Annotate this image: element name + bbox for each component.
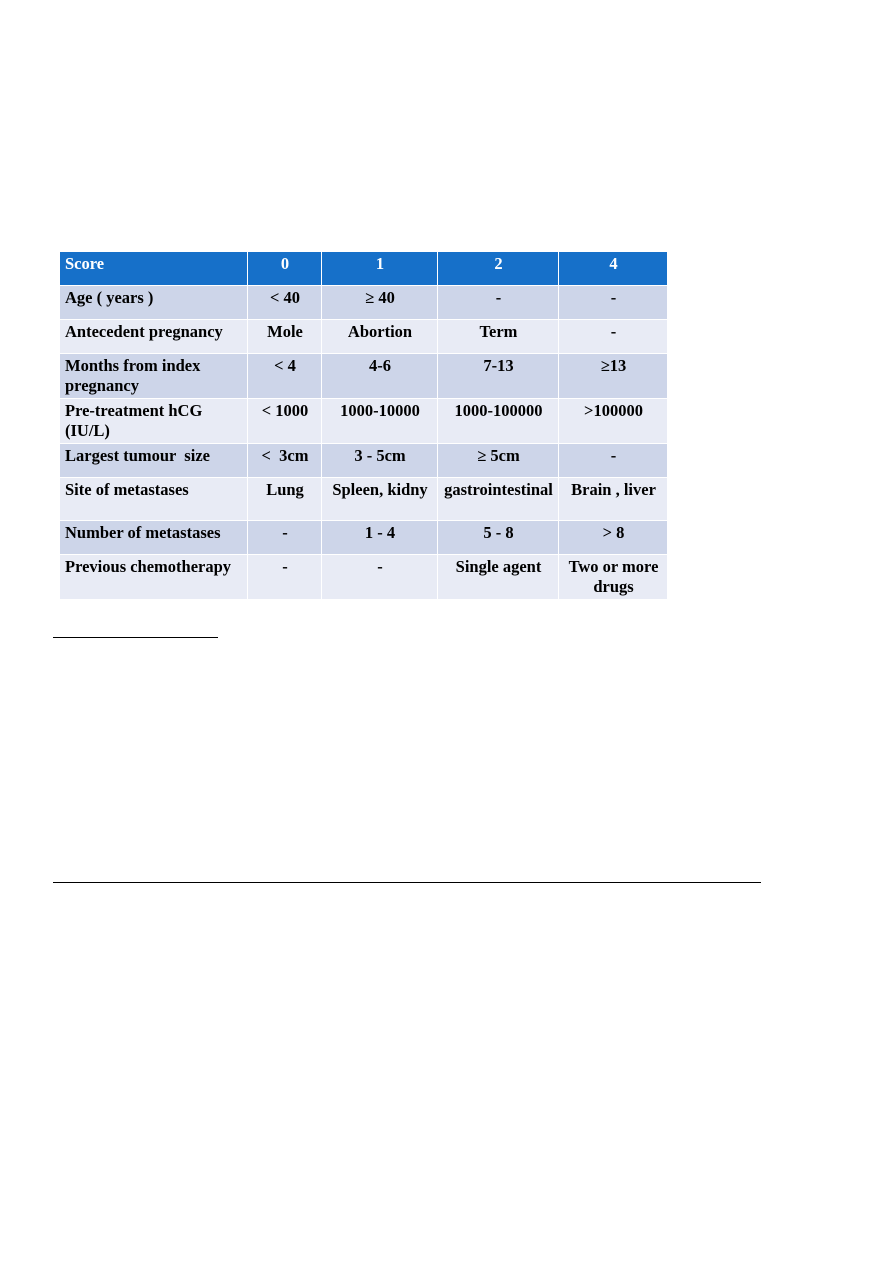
row-label: Largest tumour size	[60, 444, 248, 478]
table-cell: -	[248, 555, 322, 600]
table-cell: ≥ 5cm	[438, 444, 559, 478]
header-score-4: 4	[559, 252, 668, 286]
table-cell: < 40	[248, 286, 322, 320]
prognostic-score-table	[59, 251, 668, 600]
long-divider-line	[53, 882, 761, 883]
table-row-number-of-metastases	[60, 521, 668, 555]
table-header-row	[60, 252, 668, 286]
table-row-largest-tumour-size	[60, 444, 668, 478]
row-label: Months from index pregnancy	[60, 354, 248, 399]
row-label: Pre-treatment hCG (IU/L)	[60, 399, 248, 444]
table-cell: Mole	[248, 320, 322, 354]
table-cell: 1000-100000	[438, 399, 559, 444]
table-cell: -	[322, 555, 438, 600]
header-score: Score	[60, 252, 248, 286]
table-cell: >100000	[559, 399, 668, 444]
row-label: Number of metastases	[60, 521, 248, 555]
table-cell: -	[559, 286, 668, 320]
table-cell: 3 - 5cm	[322, 444, 438, 478]
table-cell: -	[248, 521, 322, 555]
table-cell: -	[559, 444, 668, 478]
row-label: Previous chemotherapy	[60, 555, 248, 600]
table-cell: ≥ 40	[322, 286, 438, 320]
table-cell: < 4	[248, 354, 322, 399]
table-cell: Brain , liver	[559, 478, 668, 521]
table-row-age	[60, 286, 668, 320]
table-cell: Spleen, kidny	[322, 478, 438, 521]
table-cell: gastrointestinal	[438, 478, 559, 521]
table-cell: Lung	[248, 478, 322, 521]
table-row-site-of-metastases	[60, 478, 668, 521]
table-row-pretreatment-hcg	[60, 399, 668, 444]
table-row-antecedent-pregnancy	[60, 320, 668, 354]
table-cell: -	[559, 320, 668, 354]
table-cell: < 3cm	[248, 444, 322, 478]
table-cell: < 1000	[248, 399, 322, 444]
table-row-previous-chemotherapy	[60, 555, 668, 600]
header-score-1: 1	[322, 252, 438, 286]
header-score-2: 2	[438, 252, 559, 286]
table-row-months-from-index	[60, 354, 668, 399]
table-cell: 1000-10000	[322, 399, 438, 444]
header-score-0: 0	[248, 252, 322, 286]
table-cell: 5 - 8	[438, 521, 559, 555]
table-cell: 7-13	[438, 354, 559, 399]
table-cell: > 8	[559, 521, 668, 555]
row-label: Antecedent pregnancy	[60, 320, 248, 354]
table-cell: Term	[438, 320, 559, 354]
table-cell: ≥13	[559, 354, 668, 399]
table-cell: 4-6	[322, 354, 438, 399]
row-label: Site of metastases	[60, 478, 248, 521]
table-cell: -	[438, 286, 559, 320]
row-label: Age ( years )	[60, 286, 248, 320]
short-divider-line	[53, 637, 218, 638]
table-cell: Abortion	[322, 320, 438, 354]
table-cell: 1 - 4	[322, 521, 438, 555]
table-cell: Two or more drugs	[559, 555, 668, 600]
table-cell: Single agent	[438, 555, 559, 600]
